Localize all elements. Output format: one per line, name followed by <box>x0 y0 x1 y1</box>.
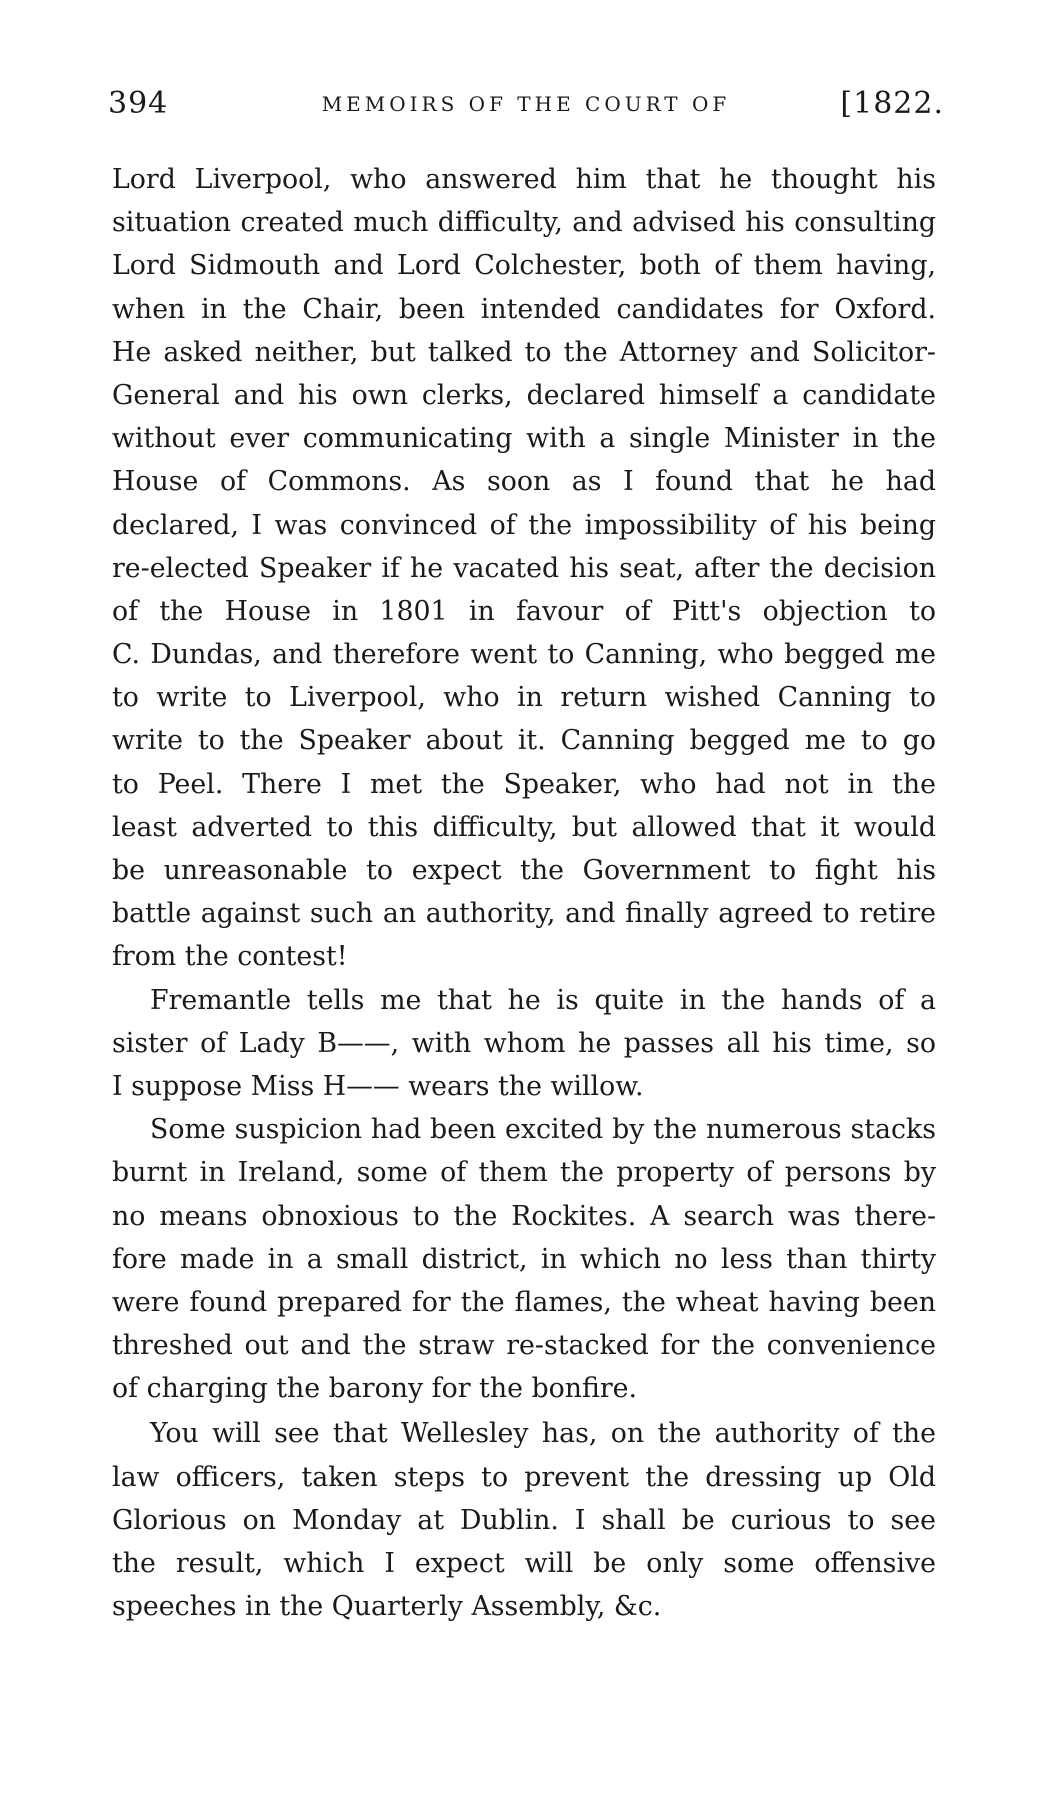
year-marker: [1822. <box>840 86 944 121</box>
text-line: re-elected Speaker if he vacated his seat, after the decision <box>112 552 936 584</box>
text-line: without ever communicating with a single Minister in the <box>112 423 936 455</box>
text-line: He asked neither, but talked to the Attorney and Solicitor- <box>112 336 936 368</box>
text-line: to Peel. There I met the Speaker, who had not in the <box>112 768 936 800</box>
text-line: Lord Sidmouth and Lord Colchester, both of them having, <box>112 250 936 282</box>
running-head <box>108 86 944 130</box>
text-line: law officers, taken steps to prevent the dressing up Old <box>112 1461 936 1493</box>
text-line: of charging the barony for the bonfire. <box>112 1373 638 1405</box>
text-line: least adverted to this difficulty, but allowed that it would <box>112 811 936 843</box>
body-text <box>112 158 936 1628</box>
text-line: be unreasonable to expect the Government to fight his <box>112 855 936 886</box>
text-line: General and his own clerks, declared himself a candidate <box>112 379 936 411</box>
text-line: situation created much difficulty, and advised his consulting <box>112 207 936 239</box>
text-line: battle against such an authority, and finally agreed to retire <box>112 898 936 930</box>
text-line: threshed out and the straw re-stacked for the convenience <box>112 1330 936 1362</box>
text-line: C. Dundas, and therefore went to Canning, who begged me <box>112 639 936 671</box>
text-line: sister of Lady B——, with whom he passes all his time, so <box>112 1027 936 1059</box>
text-line: Glorious on Monday at Dublin. I shall be curious to see <box>112 1504 936 1536</box>
text-line: speeches in the Quarterly Assembly, &c. <box>112 1591 662 1623</box>
text-line: fore made in a small district, in which no less than thirty <box>112 1243 936 1275</box>
text-line: You will see that Wellesley has, on the authority of the <box>150 1418 936 1450</box>
paragraph <box>112 158 936 979</box>
text-line: Some suspicion had been excited by the numerous stacks <box>150 1114 936 1146</box>
text-line: burnt in Ireland, some of them the property of persons by <box>112 1157 936 1189</box>
page-number: 394 <box>108 86 169 121</box>
text-line: to write to Liverpool, who in return wished Canning to <box>112 682 936 714</box>
text-line: write to the Speaker about it. Canning begged me to go <box>112 725 936 757</box>
text-line: the result, which I expect will be only some offensive <box>112 1548 936 1579</box>
paragraph <box>112 979 936 1109</box>
text-line: no means obnoxious to the Rockites. A search was there- <box>112 1200 936 1232</box>
paragraph <box>112 1108 936 1410</box>
text-line: when in the Chair, been intended candidates for Oxford. <box>112 293 936 325</box>
text-line: House of Commons. As soon as I found that he had <box>112 466 936 498</box>
text-line: declared, I was convinced of the impossibility of his being <box>112 509 936 541</box>
text-line: Fremantle tells me that he is quite in the hands of a <box>150 984 936 1016</box>
running-title: MEMOIRS OF THE COURT OF <box>321 92 731 116</box>
paragraph <box>112 1412 936 1628</box>
text-line: I suppose Miss H—— wears the willow. <box>112 1070 644 1102</box>
text-line: of the House in 1801 in favour of Pitt's objection to <box>112 595 936 627</box>
text-line: Lord Liverpool, who answered him that he thought his <box>112 164 936 195</box>
text-line: were found prepared for the flames, the wheat having been <box>112 1286 936 1318</box>
text-line: from the contest! <box>112 941 348 973</box>
